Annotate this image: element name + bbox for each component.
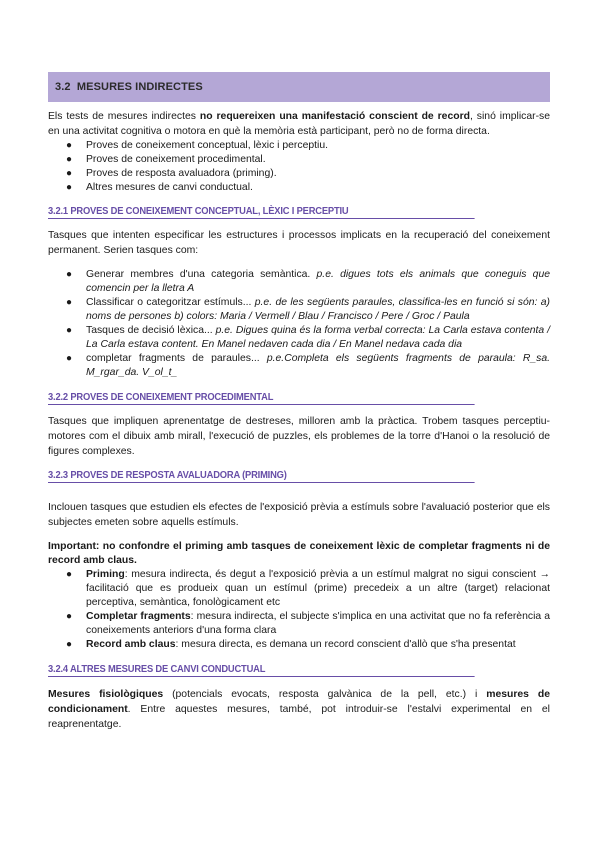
item-text: : mesura indirecta, és degut a l'exposició prèvia a un estímul malgrat no sigui conscient → facilitació que es produeix quan un estímul (prime) precedeix a un altre (target) relacionat perceptiva, semàntica, fonològicament etc [86, 569, 550, 608]
intro-text-bold: no requereixen una manifestació conscient de record [199, 111, 470, 122]
bullet-icon: ● [66, 140, 73, 151]
item-term: Record amb claus [86, 639, 176, 650]
bullet-icon: ● [66, 611, 73, 622]
list-item [48, 139, 550, 153]
s324-text-2: . Entre aquestes mesures, també, pot introduir-se l'estalvi experimental en el reaprenentatge. [48, 704, 550, 730]
section-title: MESURES INDIRECTES [76, 81, 203, 93]
subsection-heading-323: 3.2.3 PROVES DE RESPOSTA AVALUADORA (PRIMING) [48, 470, 475, 483]
item-text: Generar membres d'una categoria semàntica. [86, 269, 317, 280]
item-text: completar fragments de paraules... [86, 353, 267, 364]
section-number: 3.2 [55, 81, 71, 93]
bullet-icon: ● [66, 569, 73, 580]
document-page [48, 72, 550, 732]
s324-paragraph [48, 687, 550, 732]
s323-list [48, 568, 550, 652]
s322-paragraph: Tasques que impliquen aprenentatge de destreses, milloren amb la pràctica. Trobem tasques perceptiu-motores com el dibuix amb mirall, l'execució de puzzles, els problemes de la torre d'Hanoi o la resolució de figures complexes. [48, 416, 550, 457]
important-note: Important: no confondre el priming amb tasques de coneixement lèxic de completar fragments ni de record amb claus. [48, 541, 550, 566]
item-text: : mesura directa, es demana un record conscient d'allò que s'ha presentat [175, 639, 516, 650]
list-item-text: Proves de resposta avaluadora (priming). [86, 168, 277, 179]
intro-text-a: Els tests de mesures indirectes [48, 111, 200, 122]
section-banner [48, 72, 550, 102]
bullet-icon: ● [66, 639, 73, 650]
list-item [48, 167, 550, 181]
item-example: p.e.Completa els següents fragments de paraula: R_sa. M_rgar_da. V_ol_t_ [86, 353, 550, 378]
intro-text-c: , sinó implicar-se en una activitat cognitiva o motora en què la memòria està participant, però no de forma directa. [48, 111, 551, 137]
s321-list [48, 268, 550, 380]
item-example: p.e. digues tots els animals que coneguis que comencin per la lletra A [86, 269, 550, 294]
list-item [48, 638, 550, 652]
list-item [48, 324, 550, 352]
list-item [48, 352, 550, 380]
list-item-text: Proves de coneixement procedimental. [86, 154, 266, 165]
list-item [48, 181, 550, 195]
intro-paragraph [48, 109, 550, 139]
item-example: p.e. Digues quina és la forma verbal correcta: La Carla estava contenta / La Carla estava content. En Manel nedaven cada dia / En Manel nedava cada dia [86, 325, 550, 350]
item-text: : mesura indirecta, el subjecte s'implica en una activitat que no fa referència a coneixements anteriors d'una forma clara [86, 611, 550, 636]
s324-bold-2: mesures de condicionament [48, 689, 550, 715]
subsection-heading-324: 3.2.4 ALTRES MESURES DE CANVI CONDUCTUAL [48, 664, 475, 677]
s323-paragraph: Inclouen tasques que estudien els efectes de l'exposició prèvia a estímuls sobre l'avaluació posterior que els subjectes emeten sobre aquells estímuls. [48, 502, 550, 528]
item-term: Completar fragments [86, 611, 191, 622]
list-item [48, 268, 550, 296]
bullet-icon: ● [66, 297, 73, 308]
list-item-text: Proves de coneixement conceptual, lèxic i perceptiu. [86, 140, 329, 151]
item-example: p.e. de les següents paraules, classifica-les en funció si són: a) noms de persones b) colors: Maria / Vermell / Blau / Francisco / Pere / Groc / Paula [86, 297, 550, 322]
bullet-icon: ● [66, 182, 73, 193]
item-term: Priming [86, 569, 125, 580]
list-item [48, 153, 550, 167]
intro-list [48, 139, 550, 195]
bullet-icon: ● [66, 269, 73, 280]
list-item [48, 296, 550, 324]
subsection-heading-322: 3.2.2 PROVES DE CONEIXEMENT PROCEDIMENTAL [48, 392, 475, 405]
s324-text-1: (potencials evocats, resposta galvànica de la pell, etc.) i [163, 689, 487, 700]
s321-paragraph: Tasques que intenten especificar les estructures i processos implicats en la recuperació del coneixement permanent. Serien tasques com: [48, 230, 550, 256]
bullet-icon: ● [66, 325, 73, 336]
list-item [48, 610, 550, 638]
bullet-icon: ● [66, 168, 73, 179]
item-text: Classificar o categoritzar estímuls... [86, 297, 255, 308]
subsection-heading-321: 3.2.1 PROVES DE CONEIXEMENT CONCEPTUAL, LÈXIC I PERCEPTIU [48, 206, 475, 219]
item-text: Tasques de decisió lèxica... [86, 325, 216, 336]
list-item-text: Altres mesures de canvi conductual. [86, 182, 253, 193]
list-item [48, 568, 550, 610]
s324-bold-1: Mesures fisiològiques [48, 689, 164, 700]
bullet-icon: ● [66, 154, 73, 165]
bullet-icon: ● [66, 353, 73, 364]
